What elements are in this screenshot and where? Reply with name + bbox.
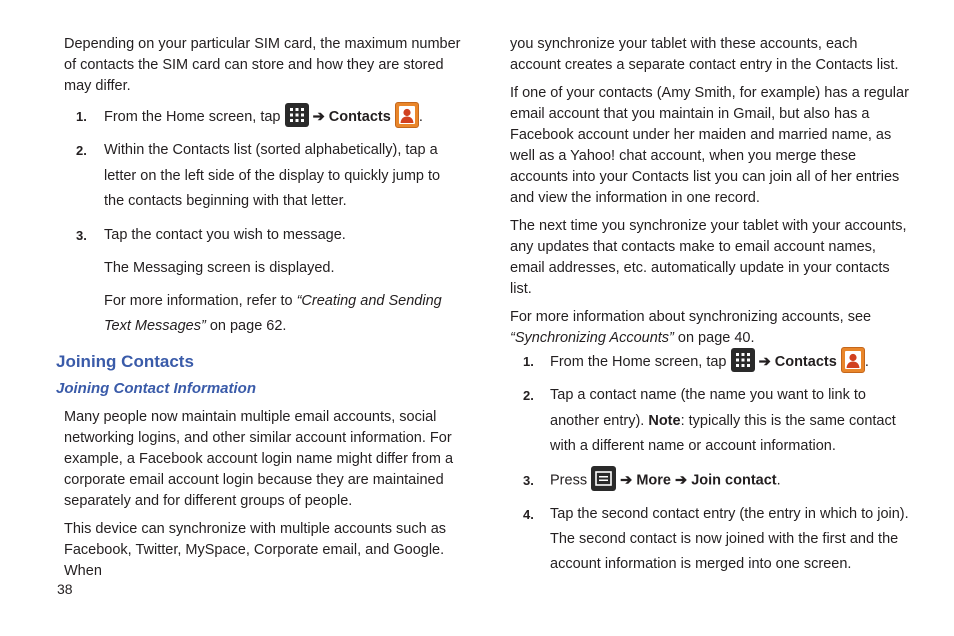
sim-intro-paragraph: Depending on your particular SIM card, the maximum number of contacts the SIM card can store and how they are stored may differ.: [64, 36, 461, 94]
step-text: Tap the second contact entry (the entry in which to join).: [550, 505, 909, 522]
join-contact-label: Join contact: [691, 472, 777, 489]
menu-icon: [591, 466, 616, 491]
reference-text: For more information about synchronizing accounts, see: [510, 309, 872, 325]
step-text: From the Home screen, tap: [550, 353, 727, 370]
body-paragraph: you synchronize your tablet with these accounts, each account creates a separate contact entry in the Contacts list.: [510, 36, 899, 73]
note-text: : typically this is the same contact with a different name or account information.: [550, 412, 896, 455]
step-text: From the Home screen, tap: [104, 108, 281, 125]
cross-reference: [510, 307, 910, 349]
step-number: 3.: [523, 472, 534, 488]
more-label: More: [636, 472, 671, 489]
step-3: [64, 223, 462, 249]
step-result: The second contact is now joined with the first and the account information is merged into one screen.: [550, 531, 899, 573]
step-text: .: [864, 353, 869, 370]
arrow: ➔: [675, 472, 688, 489]
apps-grid-icon: [285, 103, 309, 127]
contacts-label: Contacts: [328, 108, 391, 125]
step-number: 2.: [76, 143, 87, 159]
step-4: [510, 502, 910, 528]
step-3: [510, 468, 910, 494]
reference-page: on page 62.: [205, 318, 287, 335]
apps-grid-icon: [731, 348, 755, 372]
subsection-heading: Joining Contact Information: [56, 380, 256, 398]
step-text: .: [418, 108, 423, 125]
step-1: [64, 104, 462, 130]
reference-link[interactable]: “Creating and Sending Text Messages”: [104, 293, 442, 335]
step-number: 1.: [76, 109, 87, 124]
contacts-icon: [395, 102, 419, 128]
step-number: 1.: [523, 354, 534, 369]
note-label: Note: [648, 412, 681, 429]
step-number: 2.: [523, 388, 534, 404]
body-paragraph: This device can synchronize with multiple accounts such as Facebook, Twitter, MySpace, Corporate email, and Google. When: [64, 521, 447, 580]
body-paragraph: If one of your contacts (Amy Smith, for example) has a regular email account that you maintain in Gmail, but also has a Facebook account under her maiden and married name, as well as a Yahoo! chat account, when you merge these accounts into your Contacts list you can join all of her entries and view the information in one record.: [510, 85, 909, 206]
cross-reference: [64, 289, 462, 339]
arrow: ➔: [312, 108, 325, 125]
step-2: [64, 138, 462, 215]
step-text: Press: [550, 472, 588, 489]
body-paragraph: Many people now maintain multiple email accounts, social networking logins, and other similar account information. For example, a Facebook account login name might differ from a corporate email account login because they are maintained separately and for different groups of people.: [64, 409, 454, 510]
step-text: .: [776, 472, 781, 489]
arrow: ➔: [620, 472, 633, 489]
contacts-label: Contacts: [774, 353, 837, 370]
page-number: 38: [57, 581, 73, 597]
step-result: The Messaging screen is displayed.: [104, 260, 335, 277]
right-column: [510, 34, 910, 585]
step-2: [510, 383, 910, 460]
reference-link[interactable]: “Synchronizing Accounts”: [510, 330, 674, 346]
body-paragraph: The next time you synchronize your tablet with your accounts, any updates that contacts make to email account names, email addresses, etc. automatically update in your contacts list.: [510, 218, 907, 297]
step-text: Tap a contact name (the name you want to link to another entry).: [550, 387, 866, 429]
reference-text: For more information, refer to: [104, 293, 297, 310]
contacts-icon: [841, 347, 865, 373]
step-number: 4.: [523, 506, 534, 522]
reference-page: on page 40.: [673, 330, 755, 346]
step-number: 3.: [76, 227, 87, 243]
step-1: [510, 349, 910, 375]
arrow: ➔: [758, 353, 771, 370]
step-text: Within the Contacts list (sorted alphabetically), tap a letter on the left side of the display to quickly jump to the contacts beginning with that letter.: [104, 142, 441, 210]
section-heading: Joining Contacts: [56, 352, 194, 372]
step-text: Tap the contact you wish to message.: [104, 226, 346, 243]
